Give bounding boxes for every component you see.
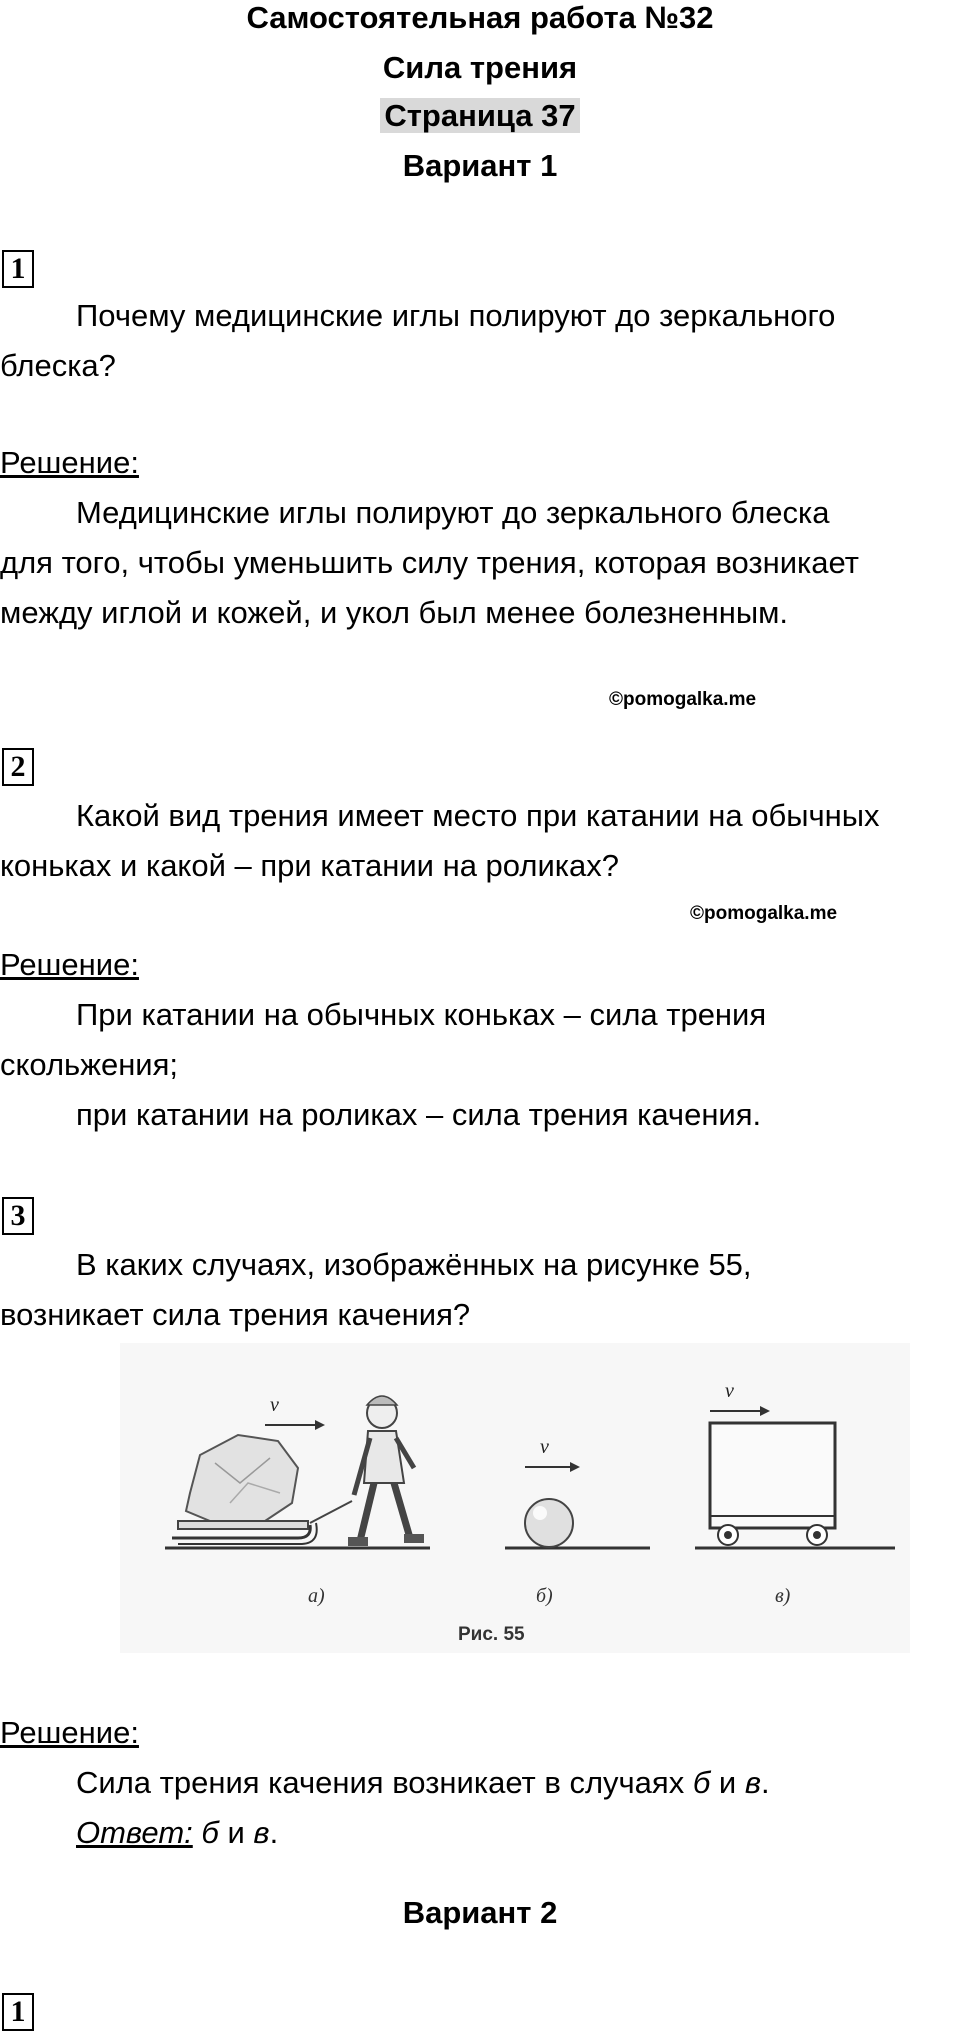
solution-2-line-3: при катании на роликах – сила трения качения. xyxy=(76,1097,762,1132)
cart-drawing xyxy=(710,1423,835,1545)
variant-1-heading: Вариант 1 xyxy=(402,148,558,183)
figure-label-b: б) xyxy=(536,1585,553,1607)
question-1-number: 1 xyxy=(2,250,34,288)
answer-label: Ответ: xyxy=(76,1815,193,1850)
solution-1-label-line xyxy=(0,438,960,488)
answer-and: и xyxy=(218,1815,254,1850)
question-1-text-line-2: блеска? xyxy=(0,348,116,383)
solution-2-label-line xyxy=(0,940,960,990)
page-subtitle: Сила трения xyxy=(382,50,578,85)
figure-caption: Рис. 55 xyxy=(458,1624,525,1645)
page-number-line xyxy=(0,96,960,136)
figure-label-c: в) xyxy=(775,1585,791,1607)
answer-case-c: в xyxy=(253,1815,270,1850)
solution-3-case-b: б xyxy=(692,1765,711,1800)
solution-3-end: . xyxy=(761,1765,770,1800)
answer-case-b: б xyxy=(201,1815,219,1850)
solution-3-text: Сила трения качения возникает в случаях xyxy=(76,1765,693,1800)
answer-3-line xyxy=(0,1808,960,1858)
variant-2-heading: Вариант 2 xyxy=(402,1895,558,1930)
solution-3-and: и xyxy=(710,1765,745,1800)
answer-end: . xyxy=(269,1815,279,1850)
question-2-number: 2 xyxy=(2,748,34,786)
solution-1-line-1: Медицинские иглы полируют до зеркального блеска xyxy=(76,495,830,530)
figure-label-a: а) xyxy=(308,1585,325,1607)
question-2-text-line-2: коньках и какой – при катании на роликах? xyxy=(0,848,619,883)
watermark: ©pomogalka.me xyxy=(609,689,757,710)
vector-label-a: v xyxy=(270,1394,279,1416)
solution-2-line-2: скольжения; xyxy=(0,1047,179,1082)
solution-1-label: Решение: xyxy=(0,445,139,480)
solution-3-line-1 xyxy=(0,1758,960,1808)
solution-3-label: Решение: xyxy=(0,1715,139,1750)
question-3-number: 3 xyxy=(2,1197,34,1235)
figure-55 xyxy=(120,1343,910,1653)
question-3-text-line-2: возникает сила трения качения? xyxy=(0,1297,471,1332)
solution-1-line-2: для того, чтобы уменьшить силу трения, которая возникает xyxy=(0,545,859,580)
solution-3-label-line xyxy=(0,1708,960,1758)
solution-3-case-c: в xyxy=(744,1765,761,1800)
question-1-text-line-1: Почему медицинские иглы полируют до зеркального xyxy=(76,298,836,333)
question-3-text-line-1: В каких случаях, изображённых на рисунке 55, xyxy=(76,1247,752,1282)
question-2-text-line-1: Какой вид трения имеет место при катании на обычных xyxy=(76,798,880,833)
vector-label-c: v xyxy=(725,1380,734,1402)
vector-label-b: v xyxy=(540,1436,549,1458)
solution-2-label: Решение: xyxy=(0,947,139,982)
page-title: Самостоятельная работа №32 xyxy=(246,0,714,35)
solution-2-line-1: При катании на обычных коньках – сила трения xyxy=(76,997,767,1032)
variant-2-question-1-number: 1 xyxy=(2,1993,34,2031)
page-number: Страница 37 xyxy=(380,98,579,133)
ball-drawing xyxy=(525,1499,573,1547)
solution-1-line-3: между иглой и кожей, и укол был менее болезненным. xyxy=(0,595,789,630)
figure-55-illustration xyxy=(120,1343,910,1653)
watermark: ©pomogalka.me xyxy=(690,903,838,924)
